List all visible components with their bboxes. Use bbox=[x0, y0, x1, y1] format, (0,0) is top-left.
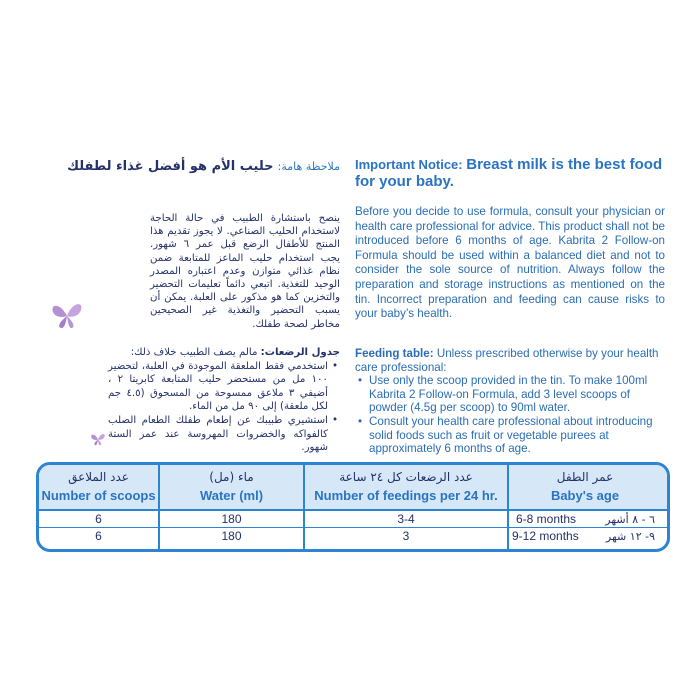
arabic-feeding-section bbox=[108, 346, 340, 455]
english-feeding-label: Feeding table: bbox=[355, 347, 434, 360]
arabic-paragraph: ينصح باستشارة الطبيب في حالة الحاجة لاستخدام الحليب الصناعي. لا يجوز تقديم هذا المنتج للأطفال الرضع قبل عمر ٦ شهور. يجب استخدام حليب الماعز للمتابعة ضمن نظام غذائي متوازن وعدم اعتباره المصدر الوحيد للتغذية. اتبعي دائماً تعليمات التحضير والتخزين كما هو مذكور على العلبة. يمكن أن يسبب التحضير والتغذية غير الصحيحين مخاطر لصحة طفلك. bbox=[150, 213, 340, 330]
header-water-en: Water (ml) bbox=[199, 488, 264, 503]
header-water-ar: ماء (مل) bbox=[209, 470, 254, 484]
english-feeding-bullet bbox=[358, 414, 665, 456]
english-feeding-bullet-text: Use only the scoop provided in the tin. To make 100ml Kabrita 2 Follow-on Formula, add 3 level scoops of powder (4.5g per scoop) to 90ml water. bbox=[369, 374, 648, 415]
cell-water: 180 bbox=[221, 512, 242, 526]
english-feeding-bullet-text: Consult your health care professional about introducing solid foods such as fruit or vegetable purees at approximately 6 months of age. bbox=[369, 414, 653, 456]
butterfly-icon bbox=[90, 432, 106, 446]
table-divider bbox=[39, 509, 667, 511]
column-water bbox=[160, 465, 303, 549]
header-age-ar: عمر الطفل bbox=[556, 470, 614, 484]
arabic-feeding-intro-text: مالم يصف الطبيب خلاف ذلك: bbox=[130, 347, 258, 358]
english-feeding-list bbox=[355, 374, 665, 456]
english-paragraph: Before you decide to use formula, consult your physician or health care professional for advice. This product shall not be introduced before 6 months of age. Kabrita 2 Follow-on Formula should be used within a balanced diet and not to consider the sole source of nutrition. Always follow the preparation and storage instructions as mentioned on the tin. Incorrect preparation and feeding can cause risks to your baby’s health. bbox=[355, 205, 665, 321]
cell-feedings: 3-4 bbox=[397, 512, 415, 526]
column-scoops bbox=[39, 465, 158, 549]
english-notice bbox=[355, 156, 665, 190]
header-feedings-ar: عدد الرضعات كل ٢٤ ساعة bbox=[339, 470, 473, 484]
column-feedings bbox=[305, 465, 507, 549]
arabic-feeding-intro bbox=[108, 346, 340, 360]
table-divider bbox=[507, 465, 509, 549]
table-divider bbox=[158, 465, 160, 549]
arabic-feeding-bullet-text: استشيري طبيبك عن إطعام طفلك الطعام الصلب كالفواكه والخضروات المهروسة عند عمر الستة شهور. bbox=[108, 414, 328, 454]
arabic-notice-headline: حليب الأم هو أفضل غذاء لطفلك bbox=[67, 159, 274, 174]
header-age-en: Baby's age bbox=[550, 488, 620, 503]
bullet-icon: • bbox=[358, 374, 363, 388]
arabic-feeding-label: جدول الرضعات: bbox=[260, 347, 340, 358]
english-feeding-intro-text: Unless prescribed otherwise by your health care professional: bbox=[355, 347, 659, 374]
english-feeding-intro bbox=[355, 347, 665, 374]
cell-age-en: 9-12 months bbox=[512, 529, 579, 543]
cell-scoops: 6 bbox=[95, 512, 102, 526]
cell-age-en: 6-8 months bbox=[516, 512, 577, 526]
bullet-icon: • bbox=[331, 414, 338, 426]
cell-age-ar: ٩- ١٢ شهر bbox=[605, 530, 655, 543]
english-notice-headline: Breast milk is the best food for your baby. bbox=[355, 156, 663, 190]
column-age bbox=[509, 465, 661, 549]
cell-scoops: 6 bbox=[95, 529, 102, 543]
english-feeding-bullet bbox=[358, 374, 665, 415]
header-feedings-en: Number of feedings per 24 hr. bbox=[314, 488, 498, 503]
bullet-icon: • bbox=[358, 414, 363, 428]
arabic-feeding-list bbox=[108, 360, 340, 455]
header-scoops-en: Number of scoops bbox=[41, 488, 156, 503]
feeding-table bbox=[36, 462, 670, 552]
arabic-feeding-bullet bbox=[108, 360, 338, 414]
table-divider bbox=[303, 465, 305, 549]
cell-age-ar: ٦ - ٨ أشهر bbox=[605, 513, 655, 526]
english-feeding-section bbox=[355, 347, 665, 456]
arabic-notice-label: ملاحظة هامة: bbox=[277, 160, 340, 173]
cell-water: 180 bbox=[221, 529, 242, 543]
cell-feedings: 3 bbox=[402, 529, 410, 543]
butterfly-icon bbox=[50, 300, 84, 330]
table-divider bbox=[39, 527, 667, 528]
bullet-icon: • bbox=[331, 360, 338, 372]
arabic-feeding-bullet bbox=[108, 414, 338, 455]
arabic-notice bbox=[35, 158, 340, 176]
arabic-feeding-bullet-text: استخدمي فقط الملعقة الموجودة في العلبة، لتحضير ١٠٠ مل من مستحضر حليب المتابعة كابريتا ٢ ، أضيفي ٣ ملاعق ممسوحة من المسحوق (٤.٥ جم لكل ملعقة) إلى ٩٠ مل من الماء. bbox=[108, 360, 328, 413]
english-notice-label: Important Notice: bbox=[355, 157, 463, 172]
header-scoops-ar: عدد الملاعق bbox=[68, 470, 129, 484]
